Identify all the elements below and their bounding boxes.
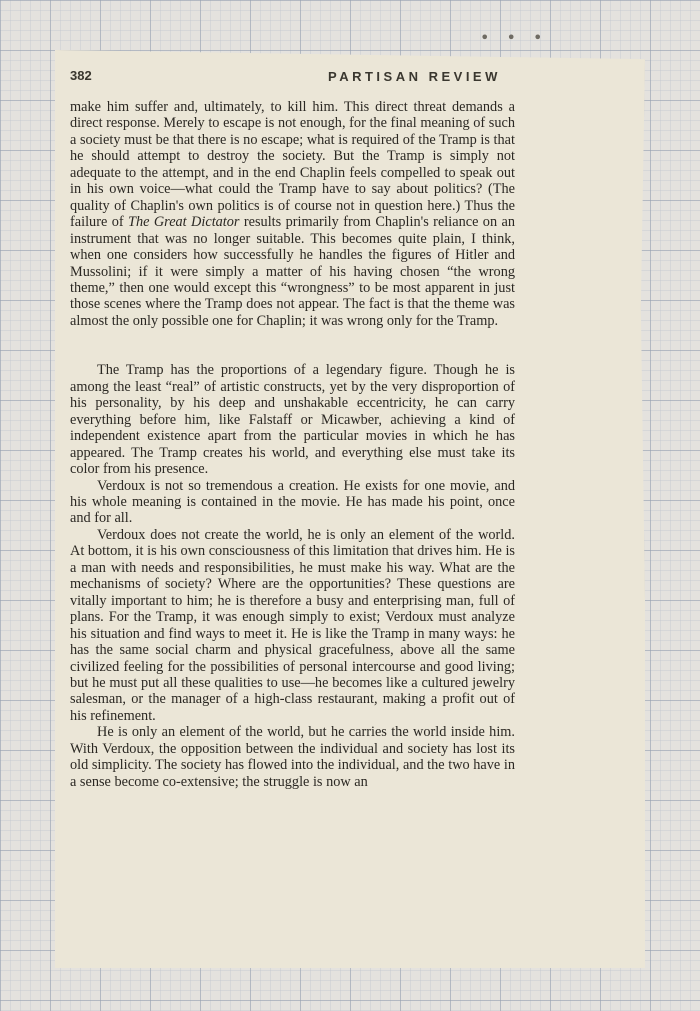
page-number: 382 xyxy=(70,68,92,83)
paragraph-1 xyxy=(70,99,515,329)
section-break xyxy=(70,329,515,362)
paragraph-1-text-b: results primarily from Chaplin's reliance on an instrument that was no longer suitable. This becomes quite plain, I think, when one considers how successfully he handles the figures of Hitler and Mussolini; if it were simply a matter of his having chosen “the wrong theme,” then one would except this “wrongness” to be most apparent in just those scenes where the Tramp does not appear. The fact is that the theme was almost the only possible one for Chaplin; it was wrong only for the Tramp. xyxy=(70,214,515,329)
paragraph-5: He is only an element of the world, but he carries the world inside him. With Verdoux, the opposition between the individual and society has lost its old simplicity. The society has flowed into the individual, and the two have in a sense become co-extensive; the struggle is now an xyxy=(70,724,515,790)
paragraph-1-text-a: make him suffer and, ultimately, to kill him. This direct threat demands a direct response. Merely to escape is not enough, for the final meaning of such a society must be that there is no escape; what is required of the Tramp is that he should attempt to destroy the society. But the Tramp is simply not adequate to the attempt, and in the end Chaplin feels compelled to speak out in his own voice—what could the Tramp have to say about politics? (The quality of Chaplin's own politics is of course not in question here.) Thus the failure of xyxy=(70,99,515,231)
film-title: The Great Dictator xyxy=(128,214,240,231)
paragraph-4: Verdoux does not create the world, he is only an element of the world. At bottom, it is his own consciousness of this limitation that drives him. He is a man with needs and responsibilities, he must make his way. What are the mechanisms of society? Where are the opportunities? These questions are vitally important to him; he is therefore a busy and enterprising man, full of plans. For the Tramp, it was enough simply to exist; Verdoux must analyze his situation and find ways to meet it. He is like the Tramp in many ways: he has the same social charm and physical gracefulness, above all the same civilized feeling for the possibilities of personal intercourse and good living; but he must put all these qualities to use—he becomes like a cultured jewelry salesman, or the manager of a high-class restaurant, making a profit out of his refinement. xyxy=(70,526,515,724)
corner-dots: • • • xyxy=(480,28,549,47)
paragraph-2: The Tramp has the proportions of a legendary figure. Though he is among the least “real” of artistic constructs, yet by the very disproportion of his personality, by his deep and unshakable eccentricity, he can carry everything before him, like Falstaff or Micawber, achieving a kind of independent existence apart from the particular movies in which he has appeared. The Tramp creates his world, and everything else must take its color from his presence. xyxy=(70,362,515,478)
running-head: PARTISAN REVIEW xyxy=(328,69,501,84)
article-body xyxy=(70,99,515,790)
paragraph-3: Verdoux is not so tremendous a creation. He exists for one movie, and his whole meaning is contained in the movie. He has made his point, once and for all. xyxy=(70,477,515,527)
